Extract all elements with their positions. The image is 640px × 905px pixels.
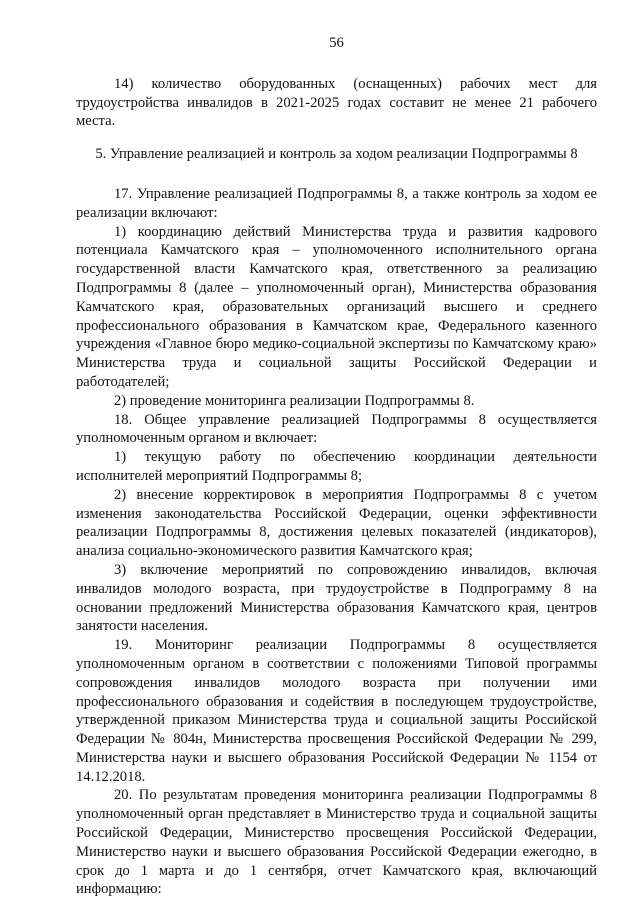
page-number: 56 — [329, 35, 344, 51]
paragraph-18: 18. Общее управление реализацией Подпрограммы 8 осуществляется уполномоченным органом и включает: — [76, 411, 597, 447]
paragraph-18-item-1: 1) текущую работу по обеспечению координации деятельности исполнителей мероприятий Подпрограммы 8; — [76, 449, 597, 484]
paragraph-20: 20. По результатам проведения мониторинга реализации Подпрограммы 8 уполномоченный орган представляет в Министерство труда и социальной защиты Российской Федерации, Министерство просвещения Российской Федерации, Министерство науки и высшего образования Российской Федерации ежегодно, в срок до 1 марта и до 1 сентября, отчет Камчатского края, включающий информацию: — [76, 787, 597, 898]
section-heading: 5. Управление реализацией и контроль за ходом реализации Подпрограммы 8 — [95, 146, 578, 163]
paragraph-item-14: 14) количество оборудованных (оснащенных) рабочих мест для трудоустройства инвалидов в 2021-2025 годах составит не менее 21 рабочего места. — [76, 75, 597, 130]
paragraph-17-item-1: 1) координацию действий Министерства труда и развития кадрового потенциала Камчатского края – уполномоченного исполнительного органа государственной власти Камчатского края, ответственного за реализацию Подпрограммы 8 (далее – уполномоченный орган), Министерства образования Камчатского края, образовательных организаций высшего и среднего профессионального образования в Камчатском крае, Федерального казенного учреждения «Главное бюро медико-социальной экспертизы по Камчатскому краю» Министерства труда и социальной защиты Российской Федерации и работодателей; — [76, 223, 597, 390]
paragraph-17-item-2: 2) проведение мониторинга реализации Подпрограммы 8. — [114, 392, 475, 409]
paragraph-19: 19. Мониторинг реализации Подпрограммы 8 осуществляется уполномоченным органом в соответствии с положениями Типовой программы сопровождения инвалидов молодого возраста при получении ими профессионального образования и содействия в последующем трудоустройстве, утвержденной приказом Министерства труда и социальной защиты Российской Федерации № 804н, Министерства просвещения Российской Федерации № 299, Министерства науки и высшего образования Российской Федерации № 1154 от 14.12.2018. — [76, 637, 597, 785]
paragraph-17: 17. Управление реализацией Подпрограммы 8, а также контроль за ходом ее реализации включают: — [76, 185, 597, 221]
paragraph-18-item-3: 3) включение мероприятий по сопровождению инвалидов, включая инвалидов молодого возраста, при трудоустройстве в Подпрограмму 8 на основании предложений Министерства образования Камчатского края, центров занятости населения. — [76, 561, 597, 635]
paragraph-18-item-2: 2) внесение корректировок в мероприятия Подпрограммы 8 с учетом изменения законодательства Российской Федерации, оценки эффективности реализации Подпрограммы 8, достижения целевых показателей (индикаторов), анализа социально-экономического развития Камчатского края; — [76, 486, 597, 560]
